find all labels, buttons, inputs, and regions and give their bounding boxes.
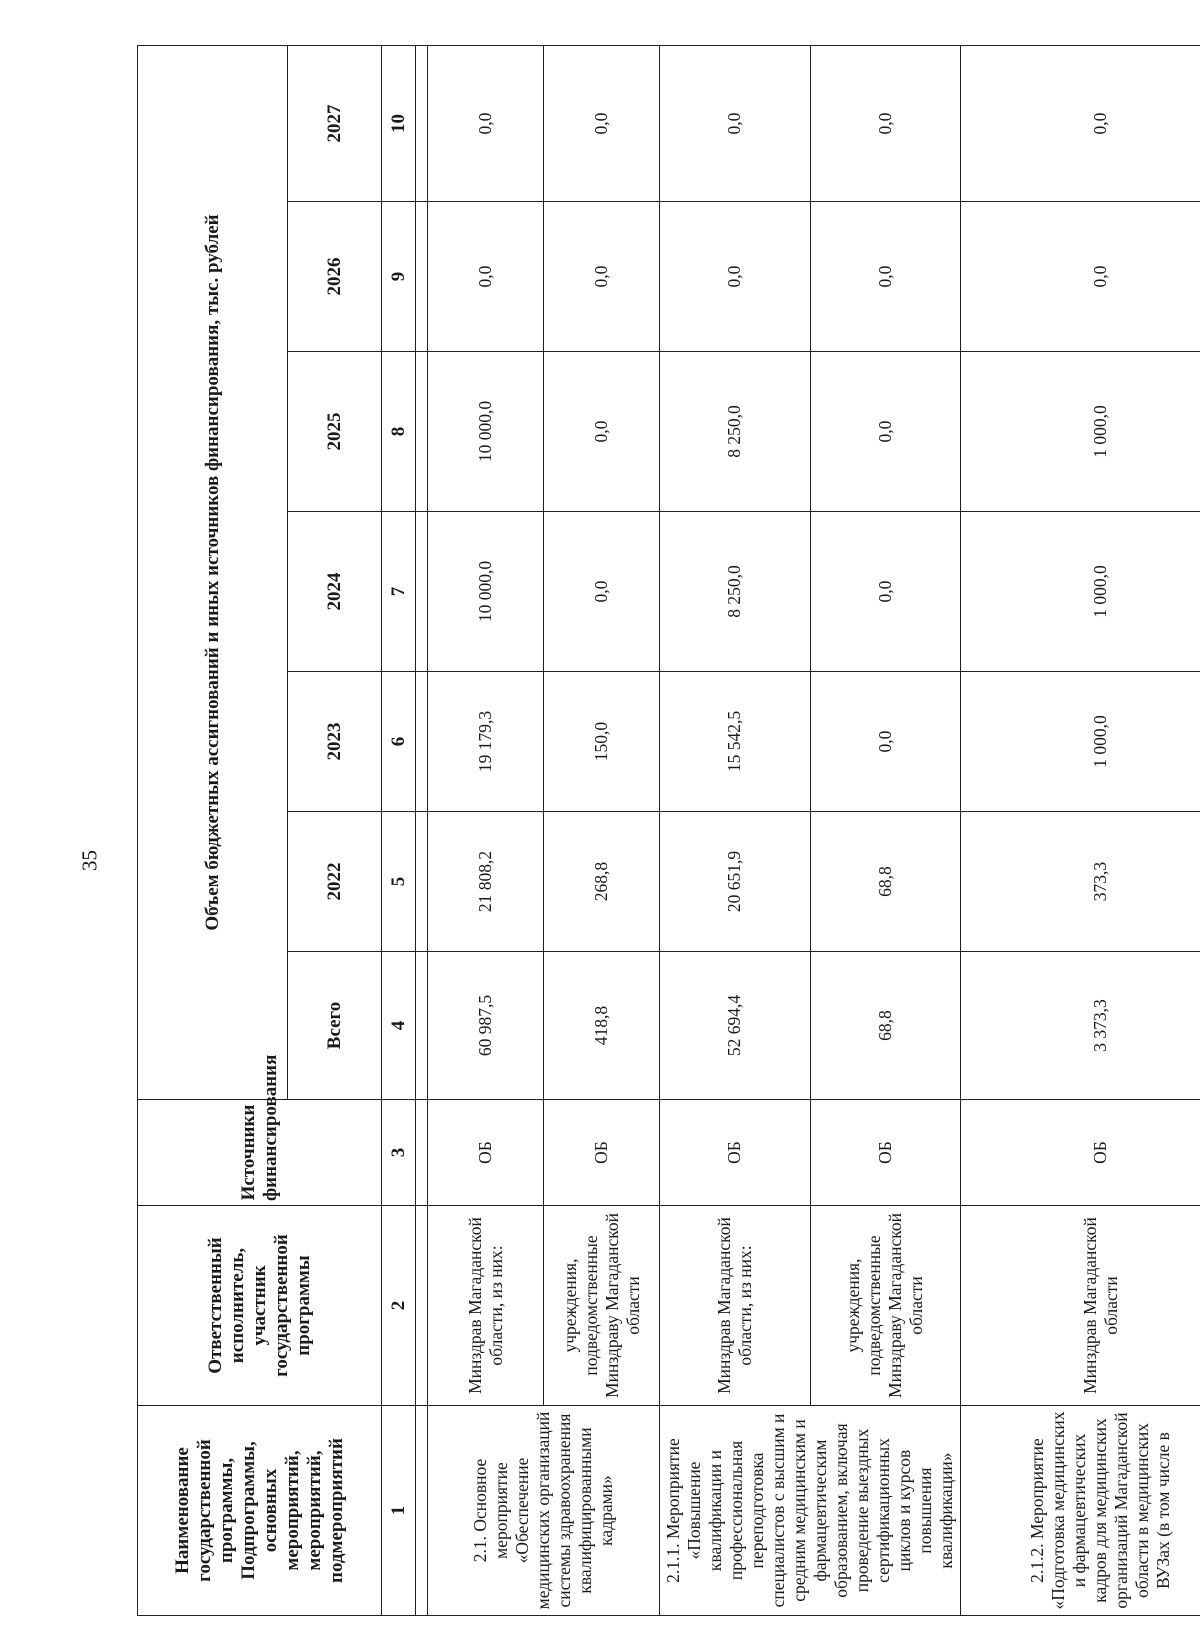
row-value: 0,0 (660, 45, 811, 201)
row-name: 2.1.1. Мероприятие «Повышение квалификации и профессиональная переподготовка специалистов с высшим и средним медицинским и фармацевтическим образованием, включая проведение выездных сертификационных циклов и курсов повышения квалификации» (660, 1406, 961, 1616)
column-number: 9 (382, 202, 416, 352)
row-value: 52 694,4 (660, 952, 811, 1100)
row-value: 0,0 (961, 45, 1200, 201)
row-value: 0,0 (810, 512, 961, 672)
row-value: 60 987,5 (428, 952, 544, 1100)
header-year: 2022 (288, 812, 382, 952)
column-number: 6 (382, 672, 416, 812)
column-number: 3 (382, 1100, 416, 1206)
header-volume: Объем бюджетных ассигнований и иных источников финансирования, тыс. рублей (138, 45, 288, 1099)
row-source: ОБ (810, 1100, 961, 1206)
column-number: 1 (382, 1406, 416, 1616)
header-year: 2024 (288, 512, 382, 672)
column-number-row (382, 45, 416, 1615)
row-value: 1 000,0 (961, 672, 1200, 812)
row-value: 0,0 (810, 45, 961, 201)
header-year: Всего (288, 952, 382, 1100)
row-value: 1 000,0 (961, 352, 1200, 512)
row-value: 0,0 (810, 672, 961, 812)
row-value: 15 542,5 (660, 672, 811, 812)
row-value: 0,0 (961, 202, 1200, 352)
row-value: 0,0 (544, 202, 660, 352)
row-value: 0,0 (660, 202, 811, 352)
row-value: 150,0 (544, 672, 660, 812)
header-responsible: Ответственный исполнитель, участник государственной программы (138, 1206, 382, 1406)
row-value: 0,0 (544, 512, 660, 672)
row-value: 0,0 (810, 352, 961, 512)
table-row (961, 45, 1200, 1615)
table-row (810, 45, 961, 1615)
row-responsible: учреждения, подведомственные Минздраву Магаданской области (544, 1206, 660, 1406)
column-number: 5 (382, 812, 416, 952)
page-number: 35 (77, 850, 102, 871)
row-value: 268,8 (544, 812, 660, 952)
table-row (660, 45, 811, 1615)
table-row (428, 45, 544, 1615)
row-responsible: Минздрав Магаданской области, из них: (660, 1206, 811, 1406)
row-value: 8 250,0 (660, 512, 811, 672)
column-number: 8 (382, 352, 416, 512)
row-value: 21 808,2 (428, 812, 544, 952)
header-year: 2026 (288, 202, 382, 352)
row-value: 418,8 (544, 952, 660, 1100)
header-year: 2023 (288, 672, 382, 812)
row-value: 373,3 (961, 812, 1200, 952)
row-name: 2.1. Основное мероприятие «Обеспечение медицинских организаций системы здравоохранения квалифицированными кадрами» (428, 1406, 660, 1616)
spacer-row (416, 45, 428, 1615)
row-value: 19 179,3 (428, 672, 544, 812)
row-value: 1 000,0 (961, 512, 1200, 672)
row-value: 10 000,0 (428, 512, 544, 672)
header-row-1 (138, 45, 288, 1615)
rotated-table-container (137, 46, 1173, 1616)
column-number: 7 (382, 512, 416, 672)
header-sources: Источники финансирования (138, 1100, 382, 1206)
row-source: ОБ (428, 1100, 544, 1206)
column-number: 2 (382, 1206, 416, 1406)
row-value: 0,0 (810, 202, 961, 352)
row-value: 8 250,0 (660, 352, 811, 512)
row-value: 68,8 (810, 952, 961, 1100)
row-value: 3 373,3 (961, 952, 1200, 1100)
budget-table (137, 45, 1200, 1616)
row-value: 0,0 (428, 202, 544, 352)
row-value: 20 651,9 (660, 812, 811, 952)
row-value: 10 000,0 (428, 352, 544, 512)
row-name: 2.1.2. Мероприятие «Подготовка медицинских и фармацевтических кадров для медицинских организаций Магаданской области в медицинских ВУЗах (в том числе в (961, 1406, 1200, 1616)
row-source: ОБ (961, 1100, 1200, 1206)
row-value: 0,0 (544, 352, 660, 512)
header-year: 2027 (288, 45, 382, 201)
row-source: ОБ (544, 1100, 660, 1206)
table-row (544, 45, 660, 1615)
header-name: Наименование государственной программы, Подпрограммы, основных мероприятий, мероприятий, подмероприятий (138, 1406, 382, 1616)
header-year: 2025 (288, 352, 382, 512)
row-responsible: Минздрав Магаданской области (961, 1206, 1200, 1406)
row-responsible: Минздрав Магаданской области, из них: (428, 1206, 544, 1406)
column-number: 10 (382, 45, 416, 201)
row-value: 68,8 (810, 812, 961, 952)
row-responsible: учреждения, подведомственные Минздраву Магаданской области (810, 1206, 961, 1406)
row-value: 0,0 (428, 45, 544, 201)
column-number: 4 (382, 952, 416, 1100)
row-value: 0,0 (544, 45, 660, 201)
row-source: ОБ (660, 1100, 811, 1206)
